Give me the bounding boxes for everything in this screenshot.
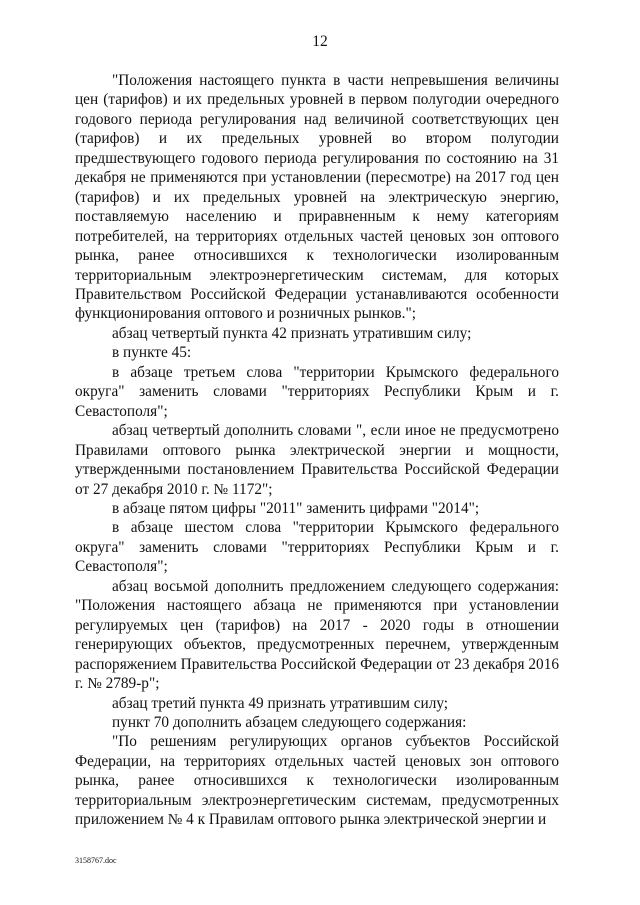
document-body — [75, 71, 559, 830]
page-number: 12 — [312, 33, 328, 50]
paragraph: абзац третий пункта 49 признать утратившим силу; — [112, 694, 449, 712]
paragraph: пункт 70 дополнить абзацем следующего содержания: — [112, 713, 467, 731]
paragraph: абзац восьмой дополнить предложением следующего содержания: "Положения настоящего абзаца не применяются при установлении регулируемых цен (тарифов) на 2017 - 2020 годы в отношении генерирующих объектов, предусмотренных перечнем, утвержденным распоряжением Правительства Российской Федерации от 23 декабря 2016 г. № 2789-р"; — [75, 577, 559, 693]
paragraph: в абзаце третьем слова "территории Крымского федерального округа" заменить словами "территориях Республики Крым и г. Севастополя"; — [75, 363, 559, 420]
paragraph: в пункте 45: — [112, 344, 192, 362]
paragraph: абзац четвертый пункта 42 признать утратившим силу; — [112, 324, 472, 342]
paragraph: абзац четвертый дополнить словами ", если иное не предусмотрено Правилами оптового рынка электрической энергии и мощности, утвержденными постановлением Правительства Российской Федерации от 27 декабря 2010 г. № 1172"; — [75, 422, 559, 498]
paragraph: в абзаце шестом слова "территории Крымского федерального округа" заменить словами "территориях Республики Крым и г. Севастополя"; — [75, 519, 559, 576]
document-file-code: 3158767.doc — [75, 856, 117, 865]
paragraph: "Положения настоящего пункта в части непревышения величины цен (тарифов) и их предельных уровней в первом полугодии очередного годового периода регулирования над величиной соответствующих цен (тарифов) и их предельных уровней во втором полугодии предшествующего годового периода регулирования по состоянию на 31 декабря не применяются при установлении (пересмотре) на 2017 год цен (тарифов) и их предельных уровней на электрическую энергию, поставляемую населению и приравненным к нему категориям потребителей, на территориях отдельных частей ценовых зон оптового рынка, ранее относившихся к технологически изолированным территориальным электроэнергетическим системам, для которых Правительством Российской Федерации устанавливаются особенности функционирования оптового и розничных рынков."; — [75, 72, 559, 323]
paragraph: "По решениям регулирующих органов субъектов Российской Федерации, на территориях отдельных частей ценовых зон оптового рынка, ранее относившихся к технологически изолированным территориальным электроэнергетическим системам, предусмотренных приложением № 4 к Правилам оптового рынка электрической энергии и — [75, 733, 559, 829]
paragraph: в абзаце пятом цифры "2011" заменить цифрами "2014"; — [112, 499, 480, 517]
